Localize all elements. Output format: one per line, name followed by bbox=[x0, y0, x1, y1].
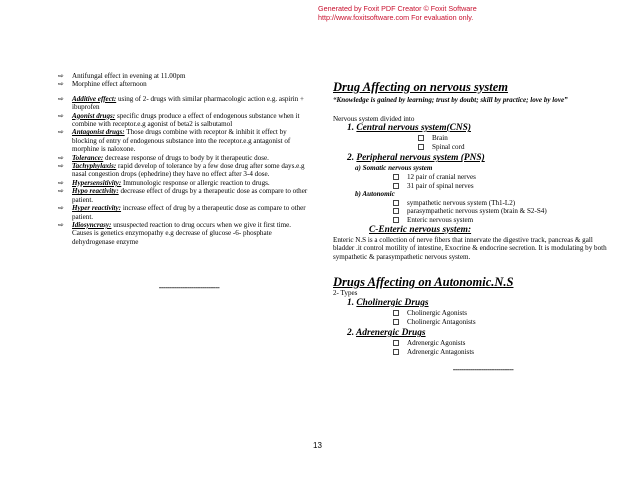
term: Hypersensitivity: bbox=[72, 178, 122, 187]
list-item: ⇨ Tachyphylaxis: rapid develop of tolerance by a few dose drug after some days.e.g nasal congestion drops (ephedrine) they have no effect after 3-4 dose. bbox=[58, 162, 305, 179]
adrenergic-list bbox=[333, 339, 613, 356]
intro-text: Nervous system divided into bbox=[333, 114, 415, 123]
arrow-icon: ⇨ bbox=[58, 178, 64, 187]
arrow-icon: ⇨ bbox=[58, 72, 64, 80]
list-item: ⇨ Hypersensitivity: Immunologic response or allergic reaction to drugs. bbox=[58, 178, 270, 187]
list-item: Enteric nervous system bbox=[393, 216, 613, 225]
term: Tolerance: bbox=[72, 153, 104, 162]
list-item: 12 pair of cranial nerves bbox=[393, 173, 613, 182]
checkbox-icon bbox=[393, 183, 399, 189]
foxit-watermark bbox=[318, 4, 477, 22]
right-column bbox=[333, 80, 613, 375]
list-item: parasympathetic nervous system (brain & S2-S4) bbox=[393, 207, 613, 216]
cns-list bbox=[333, 134, 613, 151]
checkbox-icon bbox=[393, 208, 399, 214]
term: Antagonist drugs: bbox=[72, 128, 125, 137]
arrow-icon: ⇨ bbox=[58, 80, 64, 89]
page-title: Drug Affecting on nervous system bbox=[333, 80, 509, 94]
autonomic-list bbox=[333, 199, 613, 225]
section-divider: ---------------------------- bbox=[158, 283, 220, 293]
list-item: Adrenergic Agonists bbox=[393, 339, 613, 348]
list-item: ⇨ Hypo reactivity: decrease effect of drugs by a therapeutic dose as compare to other patient. bbox=[58, 187, 308, 204]
checkbox-icon bbox=[418, 135, 424, 141]
arrow-icon: ⇨ bbox=[58, 204, 64, 213]
checkbox-icon bbox=[393, 217, 399, 223]
list-item: Cholinergic Agonists bbox=[393, 309, 613, 318]
quote: “Knowledge is gained by learning; trust by doubt; skill by practice; love by love” bbox=[333, 96, 568, 104]
arrow-icon: ⇨ bbox=[58, 94, 64, 103]
list-item: 31 pair of spinal nerves bbox=[393, 182, 613, 191]
term: Agonist drugs: bbox=[72, 111, 116, 120]
checkbox-icon bbox=[418, 144, 424, 150]
checkbox-icon bbox=[393, 200, 399, 206]
arrow-icon: ⇨ bbox=[58, 220, 64, 229]
enteric-heading: C-Enteric nervous system: bbox=[369, 224, 472, 235]
section-title: Drugs Affecting on Autonomic.N.S bbox=[333, 275, 514, 290]
adrenergic-heading: 2. Adrenergic Drugs bbox=[347, 328, 426, 339]
checkbox-icon bbox=[393, 174, 399, 180]
checkbox-icon bbox=[393, 349, 399, 355]
arrow-icon: ⇨ bbox=[58, 153, 64, 162]
somatic-heading: a) Somatic nervous system bbox=[355, 164, 433, 173]
list-item: ⇨ Hyper reactivity: increase effect of drug by a therapeutic dose as compare to other patient. bbox=[58, 204, 306, 221]
types-text: 2- Types bbox=[333, 289, 358, 298]
checkbox-icon bbox=[393, 310, 399, 316]
autonomic-heading: b) Autonomic bbox=[355, 190, 395, 199]
watermark-line-2: http://www.foxitsoftware.com For evaluation only. bbox=[318, 13, 474, 22]
checkbox-icon bbox=[393, 319, 399, 325]
term: Idiosyncrasy: bbox=[72, 220, 112, 229]
pns-heading: 2. Peripheral nervous system (PNS) bbox=[347, 153, 485, 164]
list-item: ⇨ Morphine effect afternoon bbox=[58, 80, 147, 89]
list-item: Adrenergic Antagonists bbox=[393, 348, 613, 357]
list-item: ⇨ Agonist drugs: specific drugs produce a effect of endogenous substance when it combine with receptor.e.g agonist of beta2 is salbutamol bbox=[58, 111, 300, 129]
enteric-paragraph: Enteric N.S is a collection of nerve fibers that innervate the digestive track, pancreas & gall bladder .it control motility of intestine, Exocrine & endocrine secretion. It is modulating by both sympathetic & parasympathetic nervous system. bbox=[333, 235, 607, 261]
list-item: sympathetic nervous system (Th1-L2) bbox=[393, 199, 613, 208]
checkbox-icon bbox=[393, 340, 399, 346]
list-item: ⇨ Antagonist drugs: Those drugs combine with receptor & inhibit it effect by blocking of entry of endogenous substance into the receptor.e.g antagonist of morphine is naloxone. bbox=[58, 128, 291, 154]
list-item: ⇨ Additive effect: using of 2- drugs with similar pharmacologic action e.g. aspirin + ibuprofen bbox=[58, 94, 304, 112]
arrow-icon: ⇨ bbox=[58, 187, 64, 196]
arrow-icon: ⇨ bbox=[58, 111, 64, 120]
term: Tachyphylaxis: bbox=[72, 162, 117, 171]
term: Additive effect: bbox=[72, 94, 117, 103]
list-item: Brain bbox=[418, 134, 613, 143]
list-item: Spinal cord bbox=[418, 143, 613, 152]
somatic-list bbox=[333, 173, 613, 190]
left-column bbox=[58, 72, 308, 293]
section-divider: ---------------------------- bbox=[452, 365, 514, 375]
cholinergic-list bbox=[333, 309, 613, 326]
page-number: 13 bbox=[313, 441, 322, 450]
list-item: ⇨ Antifungal effect in evening at 11.00pm bbox=[58, 72, 186, 80]
arrow-icon: ⇨ bbox=[58, 162, 64, 171]
list-item: Cholinergic Antagonists bbox=[393, 318, 613, 327]
list-item: ⇨ Idiosyncrasy: unsuspected reaction to drug occurs when we give it first time. Causes is genetics enzymopathy e.g decrease of glucose -6- phosphate dehydrogenase enzyme bbox=[58, 220, 292, 246]
term: Hypo reactivity: bbox=[72, 187, 119, 196]
cholinergic-heading: 1. Cholinergic Drugs bbox=[347, 297, 429, 308]
list-item: ⇨ Tolerance: decrease response of drugs to body by it therapeutic dose. bbox=[58, 153, 269, 162]
cns-heading: 1. Central nervous system(CNS) bbox=[347, 123, 471, 134]
term: Hyper reactivity: bbox=[72, 204, 122, 213]
arrow-icon: ⇨ bbox=[58, 128, 64, 137]
watermark-line-1: Generated by Foxit PDF Creator © Foxit Software bbox=[318, 4, 477, 13]
